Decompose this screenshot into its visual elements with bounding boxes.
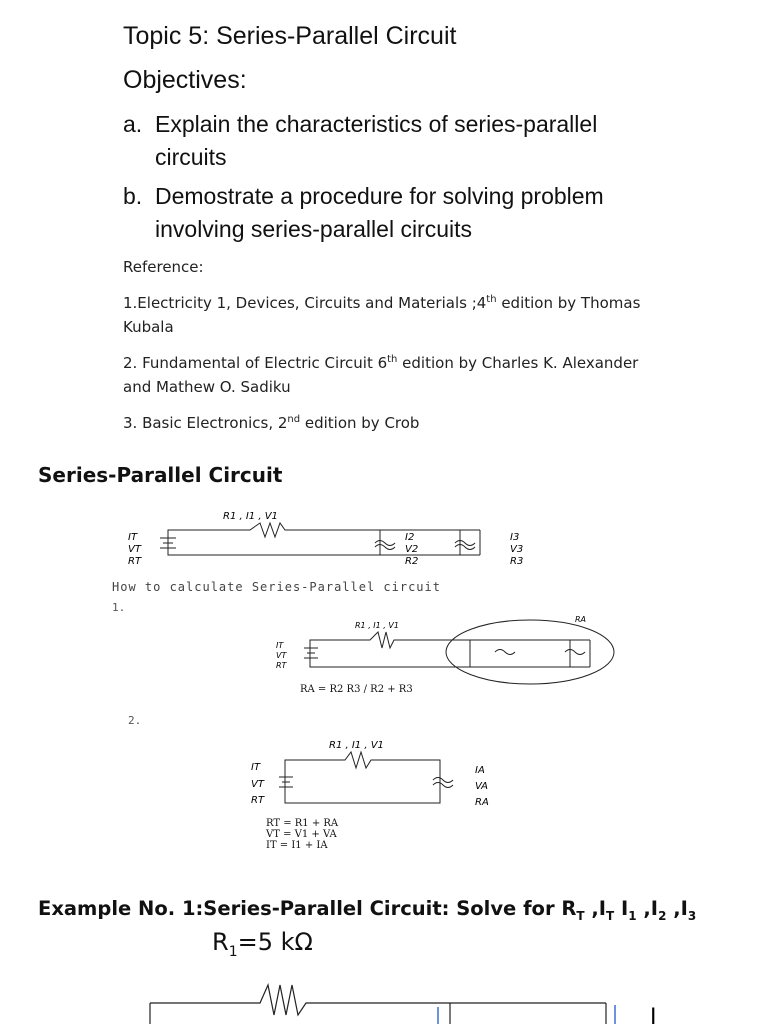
reference-item-1: 1.Electricity 1, Devices, Circuits and Materials ;4th edition by Thomas Kubala <box>123 294 641 336</box>
objective-b-label: b. <box>123 183 143 209</box>
equation-rt: RT = R1 + RA <box>266 818 339 829</box>
equation-it: IT = I1 + IA <box>266 840 328 851</box>
objectives-heading: Objectives: <box>123 66 247 94</box>
svg-text:VT: VT <box>128 544 141 555</box>
svg-text:R1 , I1 , V1: R1 , I1 , V1 <box>329 740 384 751</box>
step-1-label: 1. <box>112 601 126 614</box>
svg-text:VA: VA <box>475 781 489 792</box>
circuit-diagram-step2 <box>245 735 505 815</box>
reference-item-2: 2. Fundamental of Electric Circuit 6th edition by Charles K. Alexander and Mathew O. Sadiku <box>123 354 639 396</box>
circuit-diagram-basic <box>120 505 540 575</box>
svg-text:RT: RT <box>251 795 265 806</box>
r1-value-label: $R_1=5$ kΩ <box>212 928 313 960</box>
svg-text:R2: R2 <box>405 556 419 567</box>
svg-text:I2: I2 <box>405 532 415 543</box>
svg-text:IT: IT <box>128 532 138 543</box>
svg-text:IA: IA <box>475 765 485 776</box>
svg-text:R1 , I1 , V1: R1 , I1 , V1 <box>223 511 278 522</box>
step-2-label: 2. <box>128 714 142 727</box>
example-title: Example No. 1:Series-Parallel Circuit: Solve for $R_T$ $,I_T$ $I_1$ $,I_2$ $,I_3$ <box>38 897 697 923</box>
section-title: Series-Parallel Circuit <box>38 463 283 487</box>
svg-text:V3: V3 <box>510 544 524 555</box>
objective-b <box>123 180 604 246</box>
svg-text:IT: IT <box>276 641 284 650</box>
svg-text:RT: RT <box>276 661 287 670</box>
objective-a-line2: circuits <box>155 144 227 170</box>
equations-block <box>266 818 338 851</box>
objective-b-line2: involving series-parallel circuits <box>155 216 473 242</box>
objective-b-line1: Demostrate a procedure for solving problem <box>155 183 604 209</box>
objective-a-label: a. <box>123 111 143 137</box>
svg-text:RT: RT <box>128 556 142 567</box>
svg-text:I: I <box>650 1005 657 1024</box>
reference-heading: Reference: <box>123 258 204 276</box>
svg-text:V2: V2 <box>405 544 419 555</box>
svg-text:I3: I3 <box>510 532 520 543</box>
circuit-diagram-step1 <box>270 612 630 712</box>
reference-item-3: 3. Basic Electronics, 2nd edition by Crob <box>123 414 420 432</box>
how-to-caption: How to calculate Series-Parallel circuit <box>112 580 441 594</box>
svg-text:IT: IT <box>251 762 261 773</box>
topic-title: Topic 5: Series-Parallel Circuit <box>123 22 457 50</box>
svg-text:VT: VT <box>276 651 287 660</box>
objective-a-line1: Explain the characteristics of series-parallel <box>155 111 598 137</box>
ra-formula: RA = R2 R3 / R2 + R3 <box>300 684 413 695</box>
svg-text:R1 , I1 , V1: R1 , I1 , V1 <box>355 621 399 630</box>
svg-text:R3: R3 <box>510 556 524 567</box>
references <box>123 255 663 444</box>
svg-text:RA: RA <box>475 797 489 808</box>
svg-text:VT: VT <box>251 779 264 790</box>
equation-vt: VT = V1 + VA <box>266 829 337 840</box>
objective-a <box>123 108 597 174</box>
example-circuit-partial <box>140 975 700 1024</box>
svg-text:RA: RA <box>575 615 587 624</box>
